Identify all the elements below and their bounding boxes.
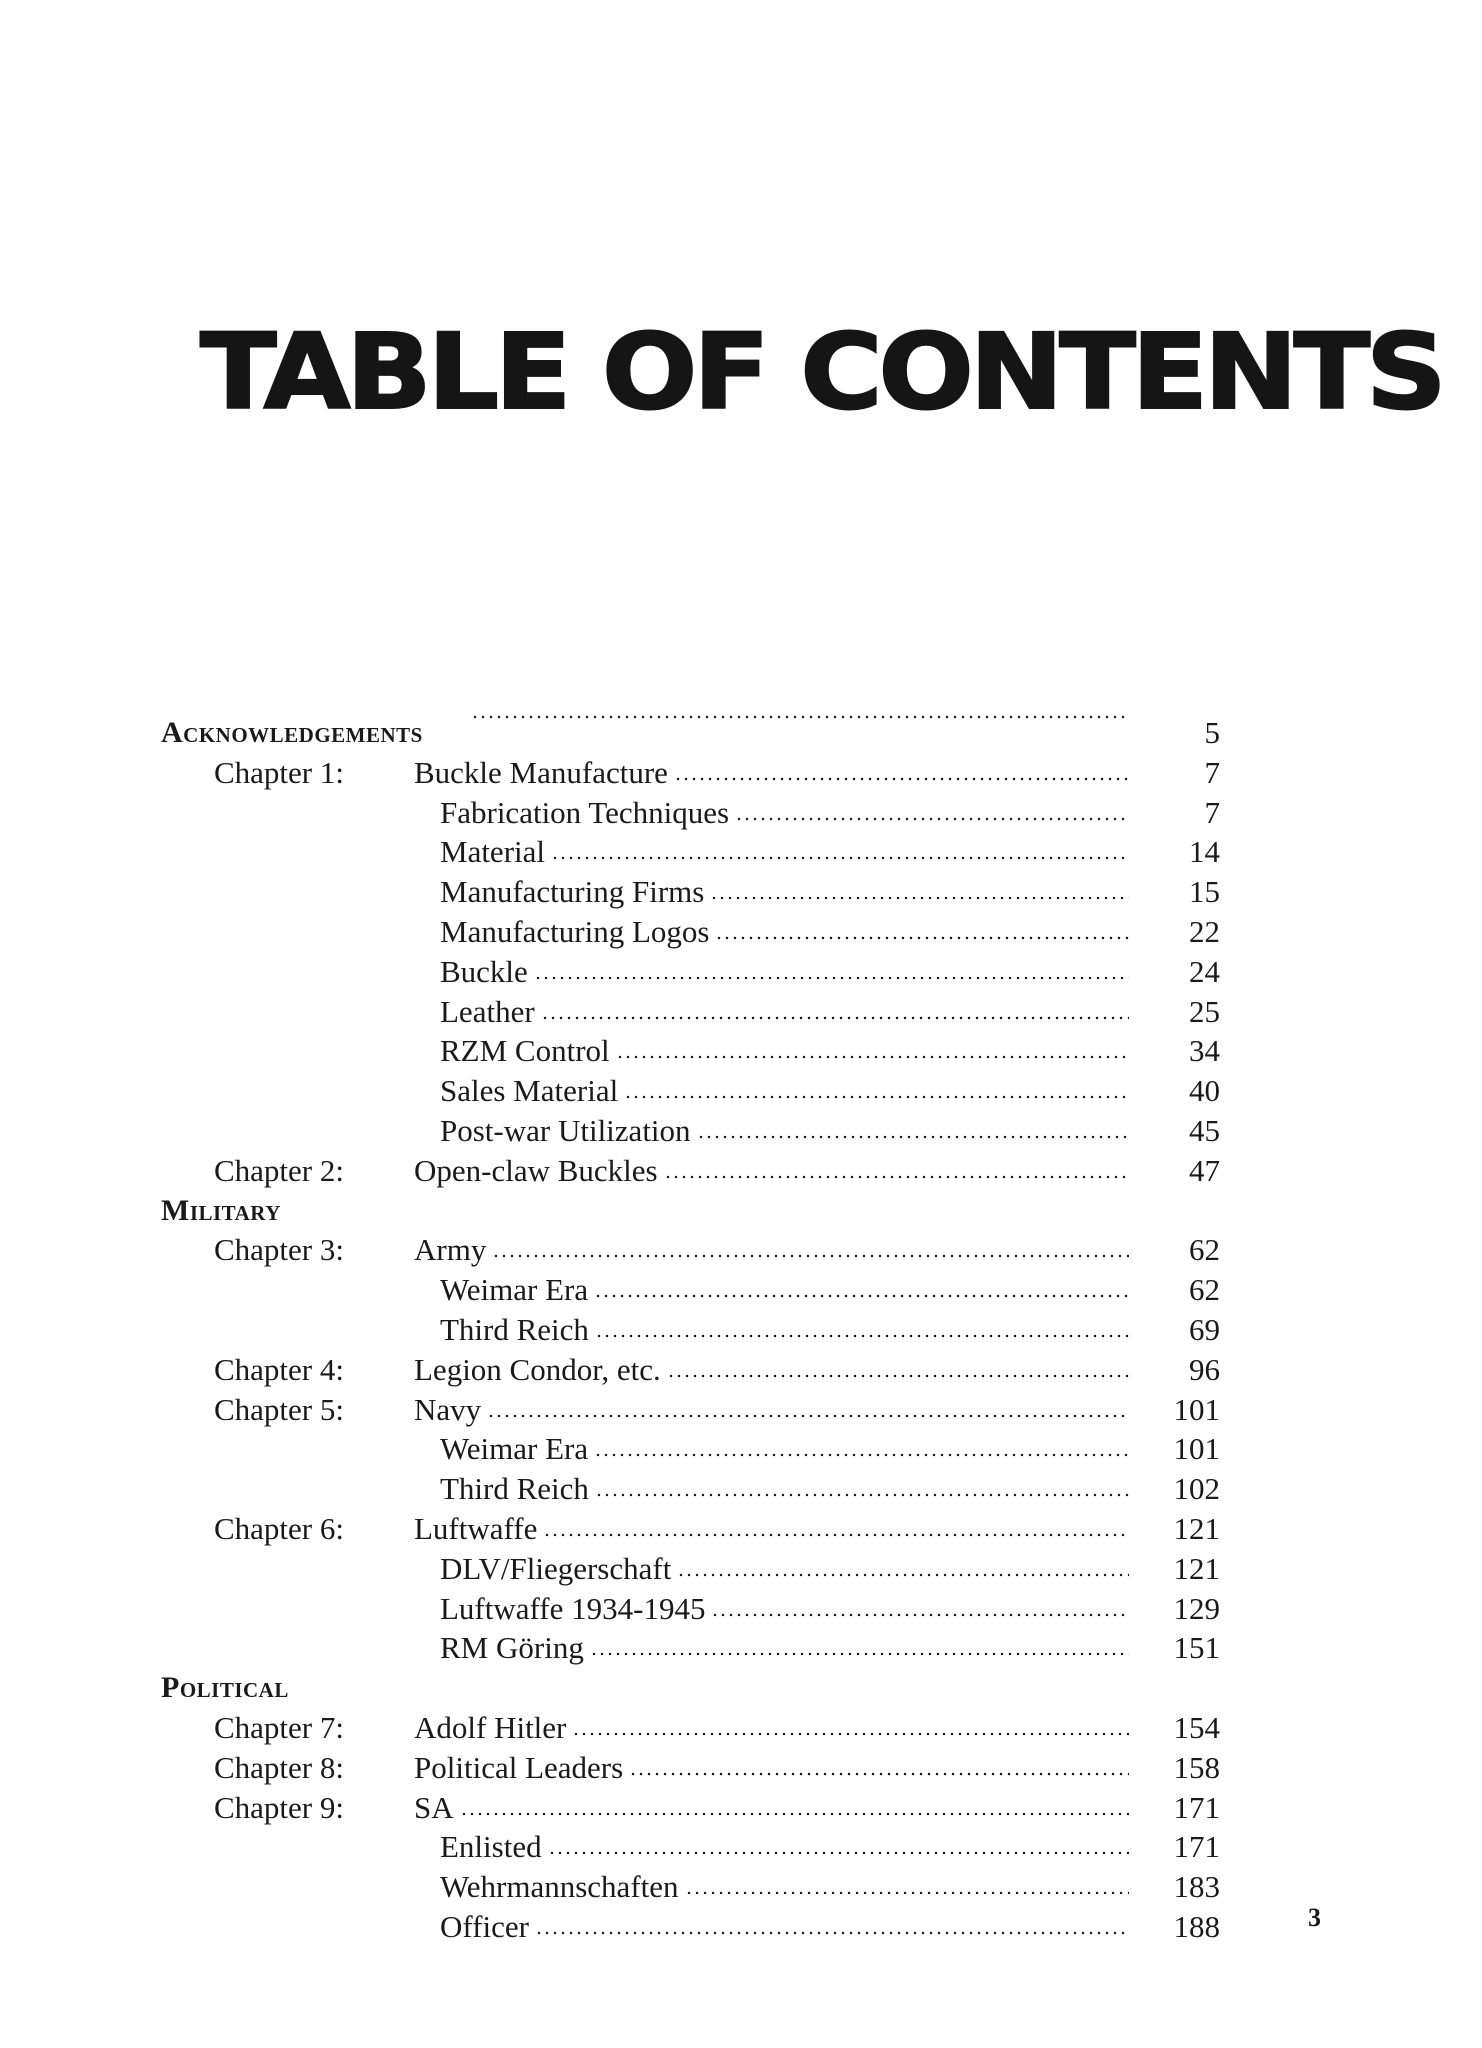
toc-entry-title: Army xyxy=(414,1232,487,1268)
toc-entry xyxy=(440,795,1129,831)
toc-row xyxy=(0,1427,1482,1467)
toc-entry-title: Enlisted xyxy=(440,1829,542,1865)
toc-row xyxy=(0,830,1482,870)
toc-row xyxy=(0,1348,1482,1388)
toc-row xyxy=(0,751,1482,791)
toc-page-number: 69 xyxy=(1189,1312,1220,1347)
toc-entry-title: RZM Control xyxy=(440,1033,610,1069)
toc-dot-leader xyxy=(595,1493,1129,1497)
toc-page-number: 47 xyxy=(1189,1152,1220,1188)
toc-dot-leader xyxy=(535,1931,1129,1935)
toc-page-number: 101 xyxy=(1173,1431,1220,1467)
toc-dot-leader xyxy=(715,936,1129,940)
toc-row xyxy=(0,1905,1482,1945)
toc-dot-leader xyxy=(624,1095,1129,1099)
toc-dot-leader xyxy=(595,1334,1129,1338)
toc-entry xyxy=(440,1113,1129,1149)
toc-chapter-number: Chapter 9: xyxy=(214,1789,344,1825)
toc-row xyxy=(0,990,1482,1030)
toc-entry-title: Manufacturing Logos xyxy=(440,914,710,949)
toc-entry-title: Political Leaders xyxy=(414,1749,624,1785)
toc-page-number: 151 xyxy=(1173,1630,1220,1666)
toc-dot-leader xyxy=(487,1414,1129,1418)
toc-entry-title: Navy xyxy=(414,1391,482,1427)
toc-row xyxy=(0,1547,1482,1587)
toc-row xyxy=(0,1587,1482,1627)
toc-page-number: 183 xyxy=(1173,1869,1220,1905)
toc-dot-leader xyxy=(667,1374,1129,1378)
toc-row xyxy=(0,1865,1482,1905)
page-title: TABLE OF CONTENTS xyxy=(200,311,1443,433)
toc-row xyxy=(0,1308,1482,1348)
toc-entry-title: Manufacturing Firms xyxy=(440,874,705,910)
toc-entry xyxy=(440,994,1129,1030)
toc-dot-leader xyxy=(590,1652,1129,1656)
toc-entry xyxy=(440,1471,1129,1507)
toc-entry xyxy=(440,1431,1129,1467)
toc-entry-title: Adolf Hitler xyxy=(414,1710,567,1745)
toc-entry-title: Officer xyxy=(440,1909,529,1944)
toc-entry xyxy=(414,1750,1129,1786)
toc-page-number: 171 xyxy=(1173,1789,1220,1825)
toc-entry xyxy=(440,1591,1129,1627)
toc-page-number: 22 xyxy=(1189,914,1220,949)
toc-row xyxy=(0,1666,1482,1706)
toc-entry xyxy=(440,1033,1129,1069)
toc-section-heading: Acknowledgements xyxy=(161,716,423,749)
toc-entry-title: Sales Material xyxy=(440,1073,619,1109)
toc-entry-title: Wehrmannschaften xyxy=(440,1869,679,1905)
toc-entry xyxy=(440,1630,1129,1666)
toc-dot-leader xyxy=(572,1732,1129,1736)
toc-page-number: 25 xyxy=(1189,993,1220,1029)
toc-page-number: 62 xyxy=(1189,1272,1220,1308)
toc-row xyxy=(0,1228,1482,1268)
toc-entry-title: Luftwaffe 1934-1945 xyxy=(440,1590,706,1626)
toc-section-heading: Political xyxy=(161,1671,289,1705)
toc-dot-leader xyxy=(541,1016,1129,1020)
toc-entry-title: Luftwaffe xyxy=(414,1511,538,1546)
toc-entry-title: Third Reich xyxy=(440,1471,589,1507)
toc-page-number: 15 xyxy=(1189,874,1220,910)
toc-row xyxy=(0,1149,1482,1189)
toc-entry xyxy=(440,914,1129,950)
toc-page-number: 34 xyxy=(1189,1033,1220,1069)
toc-dot-leader xyxy=(711,1613,1129,1617)
toc-entry-title: SA xyxy=(414,1789,454,1825)
toc-entry-title: Open-claw Buckles xyxy=(414,1152,658,1188)
toc-entry xyxy=(440,1272,1129,1308)
toc-dot-leader xyxy=(710,896,1129,900)
toc-chapter-number: Chapter 8: xyxy=(214,1749,344,1785)
toc-dot-leader xyxy=(664,1175,1129,1179)
toc-page-number: 14 xyxy=(1189,834,1220,870)
toc-row xyxy=(0,1069,1482,1109)
toc-row xyxy=(0,791,1482,831)
toc-entry xyxy=(440,1909,1129,1945)
toc-dot-leader xyxy=(471,715,1129,719)
toc-row xyxy=(0,1189,1482,1229)
toc-entry xyxy=(440,1312,1129,1348)
toc-row xyxy=(0,711,1482,751)
toc-dot-leader xyxy=(674,777,1129,781)
toc-row xyxy=(0,1507,1482,1547)
toc-section-heading: Military xyxy=(161,1193,281,1227)
toc-page-number: 121 xyxy=(1173,1550,1220,1586)
toc-page-number: 96 xyxy=(1189,1351,1220,1387)
toc-chapter-number: Chapter 1: xyxy=(214,754,344,790)
toc-chapter-number: Chapter 6: xyxy=(214,1511,344,1546)
toc-chapter-number: Chapter 2: xyxy=(214,1152,344,1188)
toc-page-number: 188 xyxy=(1173,1909,1220,1944)
toc-row xyxy=(0,1268,1482,1308)
toc-dot-leader xyxy=(534,976,1129,980)
toc-entry xyxy=(440,954,1129,990)
toc-entry-title: Third Reich xyxy=(440,1312,589,1347)
toc-row xyxy=(0,1706,1482,1746)
toc-page-number: 7 xyxy=(1204,754,1220,790)
toc-row xyxy=(0,1467,1482,1507)
toc-page-number: 102 xyxy=(1173,1471,1220,1507)
toc-chapter-number: Chapter 5: xyxy=(214,1391,344,1427)
toc-entry xyxy=(414,1392,1129,1428)
toc-entry-title: Buckle xyxy=(440,953,528,989)
toc-row xyxy=(0,1786,1482,1826)
toc-page-number: 40 xyxy=(1189,1073,1220,1109)
toc-entry xyxy=(414,1153,1129,1189)
toc-dot-leader xyxy=(616,1055,1129,1059)
toc-row xyxy=(0,950,1482,990)
toc-row xyxy=(0,1109,1482,1149)
toc-entry xyxy=(414,1710,1129,1746)
toc-entry-title: Leather xyxy=(440,993,535,1029)
toc-dot-leader xyxy=(543,1533,1129,1537)
toc-entry-title: Weimar Era xyxy=(440,1431,589,1467)
page-number-folio: 3 xyxy=(1308,1903,1321,1932)
toc-entry xyxy=(440,1551,1129,1587)
toc-row xyxy=(0,1746,1482,1786)
toc-entry-title: Post-war Utilization xyxy=(440,1113,691,1148)
toc-page-number: 24 xyxy=(1189,953,1220,989)
toc-page-number: 101 xyxy=(1173,1391,1220,1427)
toc-page-number: 5 xyxy=(1204,715,1220,750)
toc-dot-leader xyxy=(594,1453,1129,1457)
toc-entry-title: RM Göring xyxy=(440,1630,584,1666)
toc-entry-title: Weimar Era xyxy=(440,1272,589,1308)
toc-page-number: 158 xyxy=(1173,1749,1220,1785)
toc-chapter-number: Chapter 3: xyxy=(214,1232,344,1268)
toc-entry xyxy=(440,1829,1129,1865)
toc-row xyxy=(0,870,1482,910)
toc-page-number: 7 xyxy=(1204,794,1220,830)
toc-page-number: 62 xyxy=(1189,1232,1220,1268)
toc-row xyxy=(0,1825,1482,1865)
toc-entry-title: Legion Condor, etc. xyxy=(414,1351,661,1387)
toc-page-number: 171 xyxy=(1173,1829,1220,1865)
toc-row xyxy=(0,910,1482,950)
toc-dot-leader xyxy=(629,1772,1129,1776)
toc-dot-leader xyxy=(685,1891,1129,1895)
toc-entry xyxy=(440,1869,1129,1905)
toc-entry xyxy=(414,755,1129,791)
toc-entry xyxy=(414,1352,1129,1388)
toc-page-number: 45 xyxy=(1189,1113,1220,1148)
toc-row xyxy=(0,1626,1482,1666)
toc-page-number: 154 xyxy=(1173,1710,1220,1745)
toc-dot-leader xyxy=(735,817,1129,821)
toc-dot-leader xyxy=(551,856,1129,860)
toc-entry xyxy=(440,1073,1129,1109)
toc-dot-leader xyxy=(677,1573,1129,1577)
toc-page-number: 129 xyxy=(1173,1590,1220,1626)
toc-row xyxy=(0,1029,1482,1069)
toc-entry-title: Fabrication Techniques xyxy=(440,794,730,830)
toc-entry-title: Buckle Manufacture xyxy=(414,754,668,790)
toc-entry xyxy=(440,874,1129,910)
toc-chapter-number: Chapter 4: xyxy=(214,1351,344,1387)
toc-dot-leader xyxy=(460,1812,1129,1816)
toc-entry xyxy=(414,1511,1129,1547)
toc-entry xyxy=(440,834,1129,870)
toc-dot-leader xyxy=(594,1294,1129,1298)
toc-entry xyxy=(414,1790,1129,1826)
toc-entry-title: Material xyxy=(440,834,546,870)
toc-page-number: 121 xyxy=(1173,1511,1220,1546)
toc-row xyxy=(0,1388,1482,1428)
toc-entry xyxy=(161,715,1129,729)
toc-dot-leader xyxy=(548,1851,1129,1855)
toc-entry xyxy=(414,1232,1129,1268)
toc-dot-leader xyxy=(697,1135,1129,1139)
toc-entry-title: DLV/Fliegerschaft xyxy=(440,1550,672,1586)
toc-chapter-number: Chapter 7: xyxy=(214,1710,344,1745)
toc-dot-leader xyxy=(492,1254,1129,1258)
